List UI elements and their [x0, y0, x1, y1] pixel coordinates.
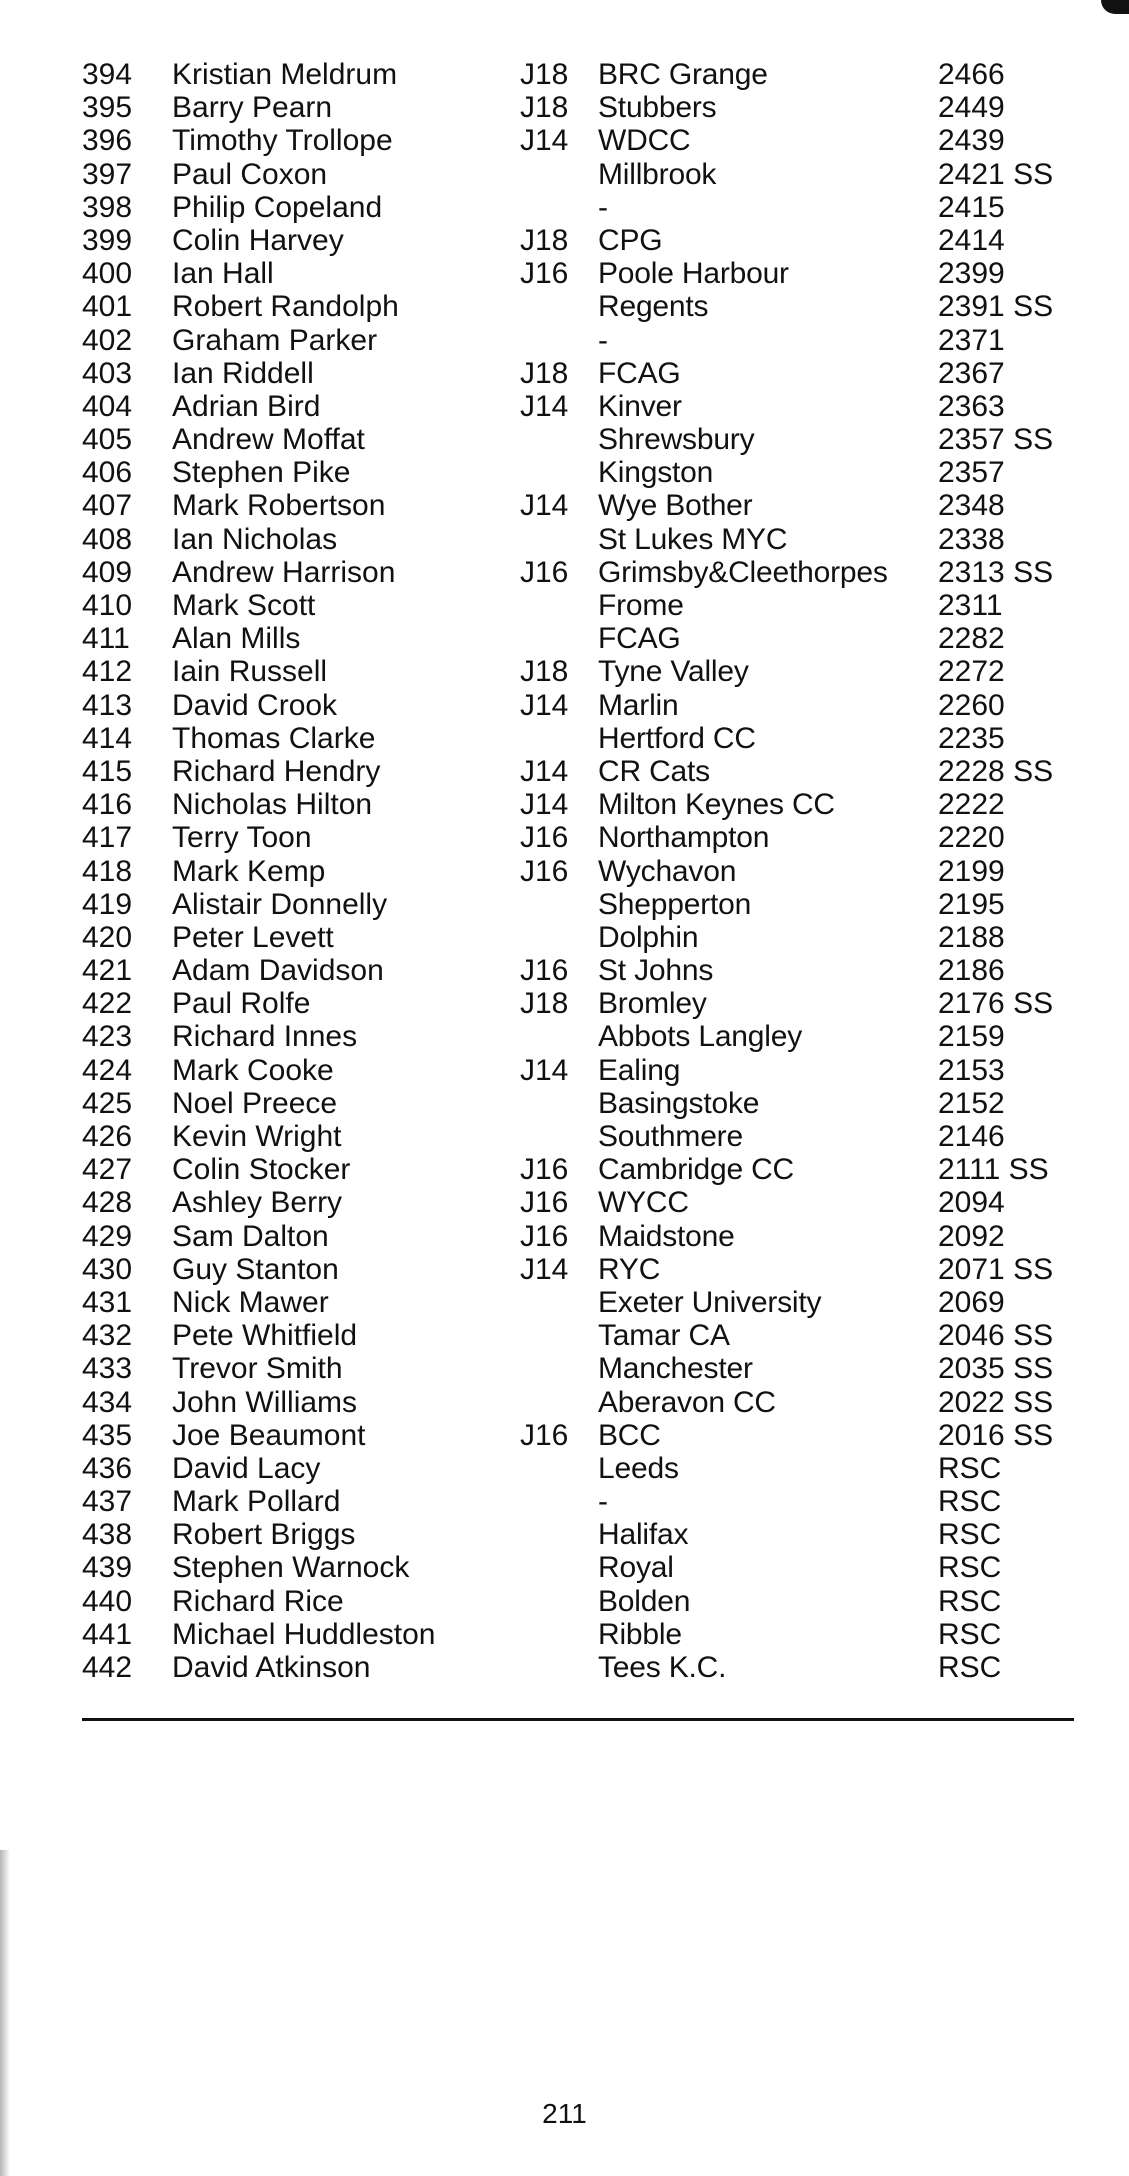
- rating-value: 2094: [938, 1186, 1005, 1220]
- row-number: 419: [82, 887, 133, 921]
- table-row: [0, 1020, 1129, 1053]
- player-name: David Lacy: [172, 1451, 321, 1485]
- rating-value: 2415: [938, 190, 1005, 224]
- club-name: CR Cats: [598, 754, 710, 788]
- player-name: David Atkinson: [172, 1651, 371, 1684]
- player-name: David Crook: [172, 688, 338, 722]
- row-number: 425: [82, 1086, 133, 1120]
- player-name: Nicholas Hilton: [172, 788, 373, 822]
- row-number: 412: [82, 655, 133, 689]
- player-name: Richard Rice: [172, 1584, 344, 1618]
- player-name: Timothy Trollope: [172, 124, 393, 158]
- table-row: [0, 1120, 1129, 1153]
- row-number: 405: [82, 423, 133, 457]
- table-row: [0, 855, 1129, 888]
- age-class: J14: [520, 688, 569, 722]
- player-name: Ashley Berry: [172, 1186, 343, 1220]
- row-number: 428: [82, 1186, 133, 1220]
- player-name: Kristian Meldrum: [172, 58, 398, 91]
- rating-value: 2152: [938, 1086, 1005, 1120]
- club-name: Ribble: [598, 1617, 682, 1651]
- club-name: Northampton: [598, 821, 770, 855]
- row-number: 433: [82, 1352, 133, 1386]
- rating-value: 2092: [938, 1219, 1005, 1253]
- rating-value: RSC: [938, 1485, 1002, 1519]
- rating-value: RSC: [938, 1617, 1002, 1651]
- club-name: Halifax: [598, 1518, 689, 1552]
- table-row: [0, 489, 1129, 522]
- age-class: J18: [520, 223, 569, 257]
- row-number: 436: [82, 1451, 133, 1485]
- table-row: [0, 357, 1129, 390]
- club-name: Maidstone: [598, 1219, 735, 1253]
- age-class: J18: [520, 987, 569, 1021]
- player-name: Robert Briggs: [172, 1518, 356, 1552]
- row-number: 431: [82, 1285, 133, 1319]
- table-row: [0, 390, 1129, 423]
- player-name: Paul Rolfe: [172, 987, 311, 1021]
- age-class: J16: [520, 821, 569, 855]
- table-row: [0, 1087, 1129, 1120]
- player-name: Stephen Warnock: [172, 1551, 410, 1585]
- club-name: Regents: [598, 290, 709, 324]
- club-name: Tees K.C.: [598, 1651, 727, 1684]
- club-name: Exeter University: [598, 1285, 822, 1319]
- rating-value: 2348: [938, 489, 1005, 523]
- rating-value: 2272: [938, 655, 1005, 689]
- rating-value: 2220: [938, 821, 1005, 855]
- table-row: [0, 589, 1129, 622]
- player-name: Ian Hall: [172, 257, 274, 291]
- table-row: [0, 91, 1129, 124]
- club-name: RYC: [598, 1252, 661, 1286]
- club-name: Basingstoke: [598, 1086, 760, 1120]
- club-name: Grimsby&Cleethorpes: [598, 555, 888, 589]
- row-number: 437: [82, 1485, 133, 1519]
- rating-value: RSC: [938, 1551, 1002, 1585]
- club-name: Aberavon CC: [598, 1385, 776, 1419]
- row-number: 417: [82, 821, 133, 855]
- table-row: [0, 290, 1129, 323]
- rating-value: RSC: [938, 1584, 1002, 1618]
- row-number: 424: [82, 1053, 133, 1087]
- table-row: [0, 755, 1129, 788]
- player-name: Mark Cooke: [172, 1053, 334, 1087]
- row-number: 429: [82, 1219, 133, 1253]
- age-class: J16: [520, 1418, 569, 1452]
- table-row: [0, 158, 1129, 191]
- table-row: [0, 1286, 1129, 1319]
- club-name: -: [598, 1485, 608, 1519]
- rating-value: 2363: [938, 389, 1005, 423]
- rating-value: 2069: [938, 1285, 1005, 1319]
- age-class: J16: [520, 854, 569, 888]
- age-class: J18: [520, 91, 569, 125]
- rating-value: 2391 SS: [938, 290, 1054, 324]
- table-row: [0, 1618, 1129, 1651]
- club-name: Bolden: [598, 1584, 691, 1618]
- row-number: 416: [82, 788, 133, 822]
- rating-value: 2035 SS: [938, 1352, 1054, 1386]
- table-row: [0, 423, 1129, 456]
- club-name: Bromley: [598, 987, 707, 1021]
- club-name: Southmere: [598, 1120, 743, 1153]
- row-number: 432: [82, 1319, 133, 1353]
- row-number: 410: [82, 589, 133, 622]
- row-number: 434: [82, 1385, 133, 1419]
- age-class: J14: [520, 124, 569, 158]
- row-number: 421: [82, 954, 133, 988]
- club-name: St Lukes MYC: [598, 522, 788, 556]
- table-row: [0, 1651, 1129, 1684]
- row-number: 442: [82, 1651, 133, 1684]
- age-class: J16: [520, 257, 569, 291]
- table-row: [0, 821, 1129, 854]
- age-class: J14: [520, 389, 569, 423]
- club-name: Poole Harbour: [598, 257, 789, 291]
- table-row: [0, 788, 1129, 821]
- age-class: J16: [520, 1153, 569, 1187]
- row-number: 401: [82, 290, 133, 324]
- player-name: Paul Coxon: [172, 157, 328, 191]
- club-name: Royal: [598, 1551, 674, 1585]
- rating-value: 2016 SS: [938, 1418, 1054, 1452]
- row-number: 409: [82, 555, 133, 589]
- row-number: 403: [82, 356, 133, 390]
- club-name: Milton Keynes CC: [598, 788, 835, 822]
- rating-value: 2071 SS: [938, 1252, 1054, 1286]
- player-name: Alan Mills: [172, 622, 301, 656]
- club-name: -: [598, 190, 608, 224]
- player-name: Thomas Clarke: [172, 721, 376, 755]
- club-name: Leeds: [598, 1451, 679, 1485]
- row-number: 400: [82, 257, 133, 291]
- row-number: 398: [82, 190, 133, 224]
- row-number: 438: [82, 1518, 133, 1552]
- row-number: 396: [82, 124, 133, 158]
- row-number: 395: [82, 91, 133, 125]
- rating-value: RSC: [938, 1451, 1002, 1485]
- table-row: [0, 224, 1129, 257]
- table-row: [0, 921, 1129, 954]
- row-number: 435: [82, 1418, 133, 1452]
- bottom-divider: [82, 1718, 1074, 1721]
- rating-value: 2186: [938, 954, 1005, 988]
- table-row: [0, 58, 1129, 91]
- player-name: Colin Harvey: [172, 223, 344, 257]
- table-row: [0, 124, 1129, 157]
- rating-value: 2153: [938, 1053, 1005, 1087]
- row-number: 415: [82, 754, 133, 788]
- table-row: [0, 1352, 1129, 1385]
- player-name: Pete Whitfield: [172, 1319, 358, 1353]
- club-name: FCAG: [598, 622, 681, 656]
- club-name: Kinver: [598, 389, 682, 423]
- row-number: 404: [82, 389, 133, 423]
- club-name: Manchester: [598, 1352, 753, 1386]
- rating-value: 2188: [938, 920, 1005, 954]
- club-name: Abbots Langley: [598, 1020, 803, 1054]
- ranking-table: [0, 58, 1129, 1684]
- rating-value: 2357: [938, 456, 1005, 490]
- club-name: Kingston: [598, 456, 714, 490]
- player-name: Ian Nicholas: [172, 522, 338, 556]
- player-name: Mark Robertson: [172, 489, 386, 523]
- row-number: 402: [82, 323, 133, 357]
- player-name: Michael Huddleston: [172, 1617, 436, 1651]
- table-row: [0, 1585, 1129, 1618]
- rating-value: RSC: [938, 1518, 1002, 1552]
- player-name: Andrew Harrison: [172, 555, 396, 589]
- player-name: Philip Copeland: [172, 190, 383, 224]
- table-row: [0, 1551, 1129, 1584]
- rating-value: 2146: [938, 1120, 1005, 1153]
- club-name: Cambridge CC: [598, 1153, 794, 1187]
- rating-value: 2449: [938, 91, 1005, 125]
- player-name: Joe Beaumont: [172, 1418, 366, 1452]
- table-row: [0, 324, 1129, 357]
- player-name: Iain Russell: [172, 655, 328, 689]
- player-name: Ian Riddell: [172, 356, 314, 390]
- rating-value: 2439: [938, 124, 1005, 158]
- age-class: J16: [520, 1219, 569, 1253]
- table-row: [0, 456, 1129, 489]
- rating-value: 2176 SS: [938, 987, 1054, 1021]
- player-name: Richard Innes: [172, 1020, 358, 1054]
- rating-value: 2260: [938, 688, 1005, 722]
- player-name: Graham Parker: [172, 323, 378, 357]
- rating-value: 2311: [938, 589, 1003, 622]
- age-class: J14: [520, 489, 569, 523]
- club-name: Ealing: [598, 1053, 681, 1087]
- rating-value: 2111 SS: [938, 1153, 1049, 1187]
- player-name: Alistair Donnelly: [172, 887, 388, 921]
- table-row: [0, 1419, 1129, 1452]
- rating-value: 2367: [938, 356, 1005, 390]
- player-name: Mark Scott: [172, 589, 316, 622]
- club-name: Shrewsbury: [598, 423, 755, 457]
- page-number: 211: [542, 2098, 587, 2129]
- player-name: Nick Mawer: [172, 1285, 329, 1319]
- player-name: Guy Stanton: [172, 1252, 339, 1286]
- player-name: Trevor Smith: [172, 1352, 343, 1386]
- table-row: [0, 1485, 1129, 1518]
- club-name: Wye Bother: [598, 489, 753, 523]
- age-class: J18: [520, 655, 569, 689]
- club-name: Wychavon: [598, 854, 737, 888]
- rating-value: 2222: [938, 788, 1005, 822]
- table-row: [0, 1518, 1129, 1551]
- age-class: J14: [520, 1053, 569, 1087]
- club-name: St Johns: [598, 954, 714, 988]
- club-name: Marlin: [598, 688, 679, 722]
- row-number: 430: [82, 1252, 133, 1286]
- rating-value: 2228 SS: [938, 754, 1054, 788]
- table-row: [0, 1452, 1129, 1485]
- player-name: Mark Pollard: [172, 1485, 341, 1519]
- row-number: 426: [82, 1120, 133, 1153]
- row-number: 413: [82, 688, 133, 722]
- age-class: J14: [520, 754, 569, 788]
- player-name: Barry Pearn: [172, 91, 333, 125]
- age-class: J16: [520, 1186, 569, 1220]
- rating-value: 2466: [938, 58, 1005, 91]
- row-number: 427: [82, 1153, 133, 1187]
- club-name: Stubbers: [598, 91, 717, 125]
- player-name: Richard Hendry: [172, 754, 381, 788]
- row-number: 423: [82, 1020, 133, 1054]
- row-number: 439: [82, 1551, 133, 1585]
- player-name: Adrian Bird: [172, 389, 321, 423]
- table-row: [0, 1253, 1129, 1286]
- table-row: [0, 655, 1129, 688]
- club-name: -: [598, 323, 608, 357]
- rating-value: 2399: [938, 257, 1005, 291]
- club-name: Shepperton: [598, 887, 752, 921]
- rating-value: RSC: [938, 1651, 1002, 1684]
- player-name: Noel Preece: [172, 1086, 338, 1120]
- player-name: Mark Kemp: [172, 854, 326, 888]
- club-name: WDCC: [598, 124, 691, 158]
- age-class: J16: [520, 555, 569, 589]
- rating-value: 2235: [938, 721, 1005, 755]
- table-row: [0, 523, 1129, 556]
- rating-value: 2199: [938, 854, 1005, 888]
- table-row: [0, 257, 1129, 290]
- table-row: [0, 556, 1129, 589]
- page-corner-mark: [1101, 0, 1129, 14]
- club-name: Millbrook: [598, 157, 717, 191]
- table-row: [0, 1220, 1129, 1253]
- table-row: [0, 1319, 1129, 1352]
- row-number: 406: [82, 456, 133, 490]
- player-name: Andrew Moffat: [172, 423, 365, 457]
- table-row: [0, 191, 1129, 224]
- table-row: [0, 954, 1129, 987]
- age-class: J14: [520, 788, 569, 822]
- row-number: 441: [82, 1617, 133, 1651]
- row-number: 408: [82, 522, 133, 556]
- rating-value: 2022 SS: [938, 1385, 1054, 1419]
- rating-value: 2159: [938, 1020, 1005, 1054]
- age-class: J18: [520, 356, 569, 390]
- table-row: [0, 1386, 1129, 1419]
- rating-value: 2357 SS: [938, 423, 1054, 457]
- club-name: WYCC: [598, 1186, 689, 1220]
- age-class: J14: [520, 1252, 569, 1286]
- table-row: [0, 722, 1129, 755]
- player-name: Peter Levett: [172, 920, 334, 954]
- table-row: [0, 622, 1129, 655]
- player-name: Kevin Wright: [172, 1120, 342, 1153]
- rating-value: 2338: [938, 522, 1005, 556]
- table-row: [0, 689, 1129, 722]
- row-number: 414: [82, 721, 133, 755]
- row-number: 422: [82, 987, 133, 1021]
- rating-value: 2421 SS: [938, 157, 1054, 191]
- table-row: [0, 1186, 1129, 1219]
- rating-value: 2195: [938, 887, 1005, 921]
- player-name: Sam Dalton: [172, 1219, 329, 1253]
- row-number: 407: [82, 489, 133, 523]
- rating-value: 2371: [938, 323, 1005, 357]
- club-name: Hertford CC: [598, 721, 756, 755]
- player-name: Robert Randolph: [172, 290, 399, 324]
- player-name: Adam Davidson: [172, 954, 384, 988]
- player-name: Stephen Pike: [172, 456, 351, 490]
- player-name: Colin Stocker: [172, 1153, 351, 1187]
- rating-value: 2414: [938, 223, 1005, 257]
- player-name: Terry Toon: [172, 821, 312, 855]
- table-row: [0, 1054, 1129, 1087]
- table-row: [0, 1153, 1129, 1186]
- club-name: BCC: [598, 1418, 661, 1452]
- rating-value: 2282: [938, 622, 1005, 656]
- club-name: FCAG: [598, 356, 681, 390]
- table-row: [0, 888, 1129, 921]
- row-number: 418: [82, 854, 133, 888]
- row-number: 394: [82, 58, 133, 91]
- player-name: John Williams: [172, 1385, 358, 1419]
- club-name: Frome: [598, 589, 684, 622]
- row-number: 397: [82, 157, 133, 191]
- club-name: BRC Grange: [598, 58, 768, 91]
- rating-value: 2313 SS: [938, 555, 1054, 589]
- club-name: CPG: [598, 223, 663, 257]
- table-row: [0, 987, 1129, 1020]
- age-class: J16: [520, 954, 569, 988]
- club-name: Tamar CA: [598, 1319, 730, 1353]
- row-number: 440: [82, 1584, 133, 1618]
- row-number: 399: [82, 223, 133, 257]
- row-number: 420: [82, 920, 133, 954]
- club-name: Dolphin: [598, 920, 699, 954]
- club-name: Tyne Valley: [598, 655, 749, 689]
- rating-value: 2046 SS: [938, 1319, 1054, 1353]
- age-class: J18: [520, 58, 569, 91]
- row-number: 411: [82, 622, 130, 656]
